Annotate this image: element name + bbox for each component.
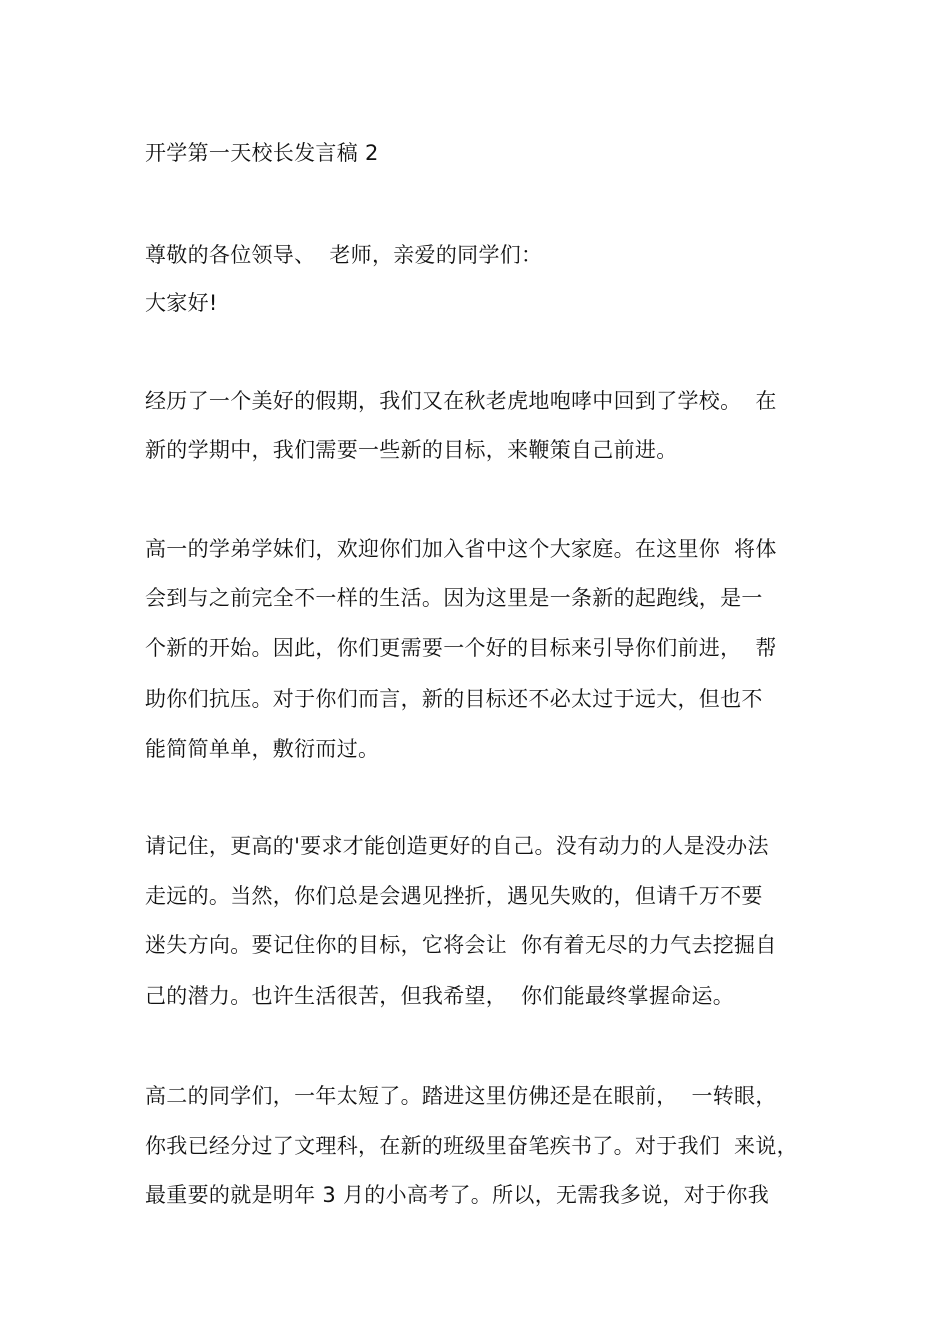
document-title: 开学第一天校长发言稿 2 — [145, 141, 379, 165]
salutation: 尊敬的各位领导、 老师，亲爱的同学们： — [145, 243, 543, 267]
paragraph-line: 高一的学弟学妹们，欢迎你们加入省中这个大家庭。在这里你 将体 — [145, 537, 777, 561]
paragraph-line: 助你们抗压。对于你们而言，新的目标还不必太过于远大，但也不 — [145, 687, 763, 711]
paragraph-line: 个新的开始。因此，你们更需要一个好的目标来引导你们前进， 帮 — [145, 636, 777, 660]
paragraph-line: 请记住，更高的'要求才能创造更好的自己。没有动力的人是没办法 — [145, 834, 769, 858]
paragraph-line: 己的潜力。也许生活很苦，但我希望， 你们能最终掌握命运。 — [145, 984, 735, 1008]
paragraph-line: 新的学期中，我们需要一些新的目标，来鞭策自己前进。 — [145, 438, 678, 462]
paragraph-line: 你我已经分过了文理科，在新的班级里奋笔疾书了。对于我们 来说， — [145, 1134, 798, 1158]
paragraph-line: 走远的。当然，你们总是会遇见挫折，遇见失败的，但请千万不要 — [145, 884, 763, 908]
paragraph-line: 迷失方向。要记住你的目标，它将会让 你有着无尽的力气去挖掘自 — [145, 933, 777, 957]
greeting: 大家好! — [145, 291, 218, 315]
paragraph-line: 能简简单单，敷衍而过。 — [145, 737, 380, 761]
paragraph-line: 最重要的就是明年 3 月的小高考了。所以，无需我多说，对于你我 — [145, 1183, 770, 1207]
paragraph-line: 经历了一个美好的假期，我们又在秋老虎地咆哮中回到了学校。 在 — [145, 389, 777, 413]
paragraph-line: 会到与之前完全不一样的生活。因为这里是一条新的起跑线，是一 — [145, 586, 763, 610]
paragraph-line: 高二的同学们，一年太短了。踏进这里仿佛还是在眼前， 一转眼， — [145, 1084, 777, 1108]
